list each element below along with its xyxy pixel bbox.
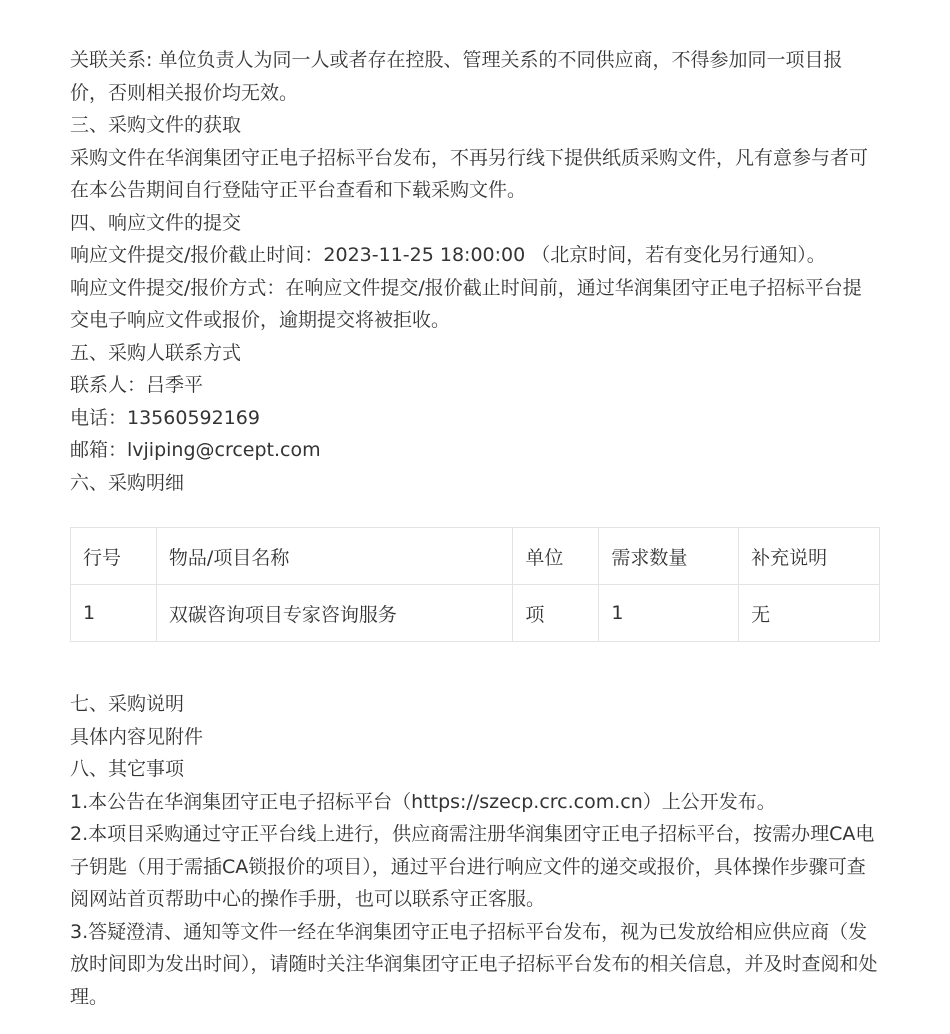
other-item-2: 2.本项目采购通过守正平台线上进行，供应商需注册华润集团守正电子招标平台，按需办理CA电子钥匙（用于需插CA锁报价的项目），通过平台进行响应文件的递交或报价，具体操作步骤可查阅网站首页帮助中心的操作手册，也可以联系守正客服。 xyxy=(70,823,875,910)
contact-phone: 电话：13560592169 xyxy=(70,406,260,429)
header-row-number: 行号 xyxy=(71,528,157,585)
cell-row-number: 1 xyxy=(71,585,157,642)
cell-unit: 项 xyxy=(513,585,599,642)
section-7-title: 七、采购说明 xyxy=(70,693,185,715)
table-row xyxy=(71,585,880,642)
procurement-detail-table xyxy=(70,527,880,642)
other-item-3: 3.答疑澄清、通知等文件一经在华润集团守正电子招标平台发布，视为已发放给相应供应商（发放时间即为发出时间），请随时关注华润集团守正电子招标平台发布的相关信息，并及时查阅和处理。 xyxy=(70,920,878,1008)
section-5-title: 五、采购人联系方式 xyxy=(70,341,242,364)
other-item-1: 1.本公告在华润集团守正电子招标平台（https://szecp.crc.com.cn）上公开发布。 xyxy=(70,790,776,813)
section-3-body: 采购文件在华润集团守正电子招标平台发布，不再另行线下提供纸质采购文件，凡有意参与者可在本公告期间自行登陆守正平台查看和下载采购文件。 xyxy=(70,146,869,201)
table-header-row xyxy=(71,528,880,585)
cell-quantity: 1 xyxy=(599,585,739,642)
header-unit: 单位 xyxy=(513,528,599,585)
section-4-title: 四、响应文件的提交 xyxy=(70,211,242,234)
submission-deadline: 响应文件提交/报价截止时间：2023-11-25 18:00:00 （北京时间，若有变化另行通知）。 xyxy=(70,244,826,266)
header-quantity: 需求数量 xyxy=(599,528,739,585)
contact-person: 联系人：吕季平 xyxy=(70,374,204,396)
header-item-name: 物品/项目名称 xyxy=(156,528,512,585)
section-7-body: 具体内容见附件 xyxy=(70,725,204,748)
section-8-title: 八、其它事项 xyxy=(70,758,185,780)
procurement-detail-table-wrapper xyxy=(70,527,880,642)
contact-email: 邮箱：lvjiping@crcept.com xyxy=(70,439,321,461)
header-remarks: 补充说明 xyxy=(739,528,880,585)
section-6-title: 六、采购明细 xyxy=(70,471,185,494)
cell-item-name: 双碳咨询项目专家咨询服务 xyxy=(156,585,512,642)
section-3-title: 三、采购文件的获取 xyxy=(70,114,242,136)
submission-method: 响应文件提交/报价方式：在响应文件提交/报价截止时间前，通过华润集团守正电子招标平台提交电子响应文件或报价，逾期提交将被拒收。 xyxy=(70,276,862,331)
cell-remarks: 无 xyxy=(739,585,880,642)
related-party-paragraph: 关联关系: 单位负责人为同一人或者存在控股、管理关系的不同供应商，不得参加同一项目报价，否则相关报价均无效。 xyxy=(70,49,843,104)
